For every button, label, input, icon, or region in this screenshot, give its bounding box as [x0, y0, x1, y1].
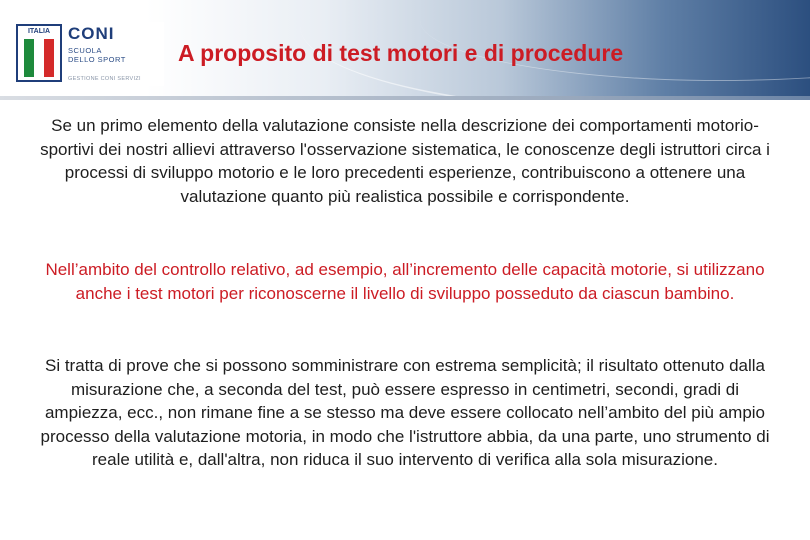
- flag-stripe-white: [34, 39, 44, 77]
- paragraph-highlight: Nell’ambito del controllo relativo, ad esempio, all’incremento delle capacità motorie, si utilizzano anche i test motori per riconoscerne il livello di sviluppo posseduto da ciascun bambino.: [45, 260, 765, 303]
- coni-logo: [14, 22, 164, 86]
- coni-subtitle-line2: DELLO SPORT: [68, 55, 126, 64]
- slide-header: [0, 0, 810, 96]
- coni-subtitle-line1: SCUOLA: [68, 46, 102, 55]
- coni-footer-text: GESTIONE CONI SERVIZI: [68, 76, 141, 82]
- italian-flag-icon: [24, 39, 54, 77]
- flag-stripe-green: [24, 39, 34, 77]
- italia-badge-text: ITALIA: [27, 28, 51, 35]
- italia-badge: [16, 24, 62, 82]
- flag-stripe-red: [44, 39, 54, 77]
- paragraph-intro: Se un primo elemento della valutazione consiste nella descrizione dei comportamenti motorio-sportivi dei nostri allievi attraverso l'osservazione sistematica, le conoscenze degli istruttori circa i processi di sviluppo motorio e le loro precedenti esperienze, contribuiscono a ottenere una valutazione quanto più realistica possibile e corrispondente.: [40, 116, 770, 206]
- slide-title: A proposito di test motori e di procedure: [178, 40, 624, 66]
- coni-brand-name: CONI: [68, 24, 115, 43]
- header-divider: [0, 96, 810, 100]
- paragraph-details: Si tratta di prove che si possono somministrare con estrema semplicità; il risultato ottenuto dalla misurazione che, a seconda del test, può essere espresso in centimetri, secondi, gradi di ampiezza, ecc., non rimane fine a se stesso ma deve essere collocato nell’ambito del più ampio processo della valutazione motoria, in modo che l'istruttore abbia, da una parte, uno strumento di reale utilità e, dall'altra, non riduca il suo intervento di verifica alla sola misurazione.: [40, 356, 770, 469]
